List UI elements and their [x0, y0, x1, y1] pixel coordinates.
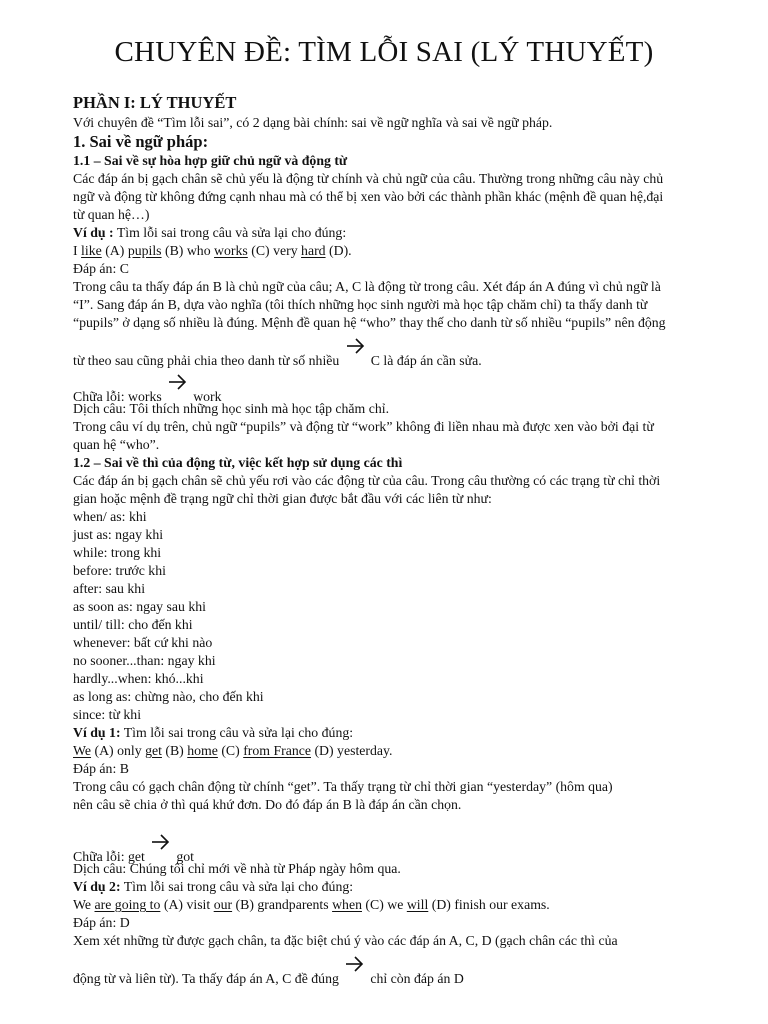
sentence-word: (D). — [325, 243, 352, 258]
underlined-option: pupils — [127, 243, 162, 258]
example-prompt — [73, 725, 353, 741]
conjunction-item: hardly...when: khó...khi — [73, 671, 204, 686]
correction-label: Chữa lỗi: works — [73, 389, 162, 404]
paragraph-line: nên câu sẽ chia ở thì quá khứ đơn. Do đó đáp án B là đáp án cần chọn. — [73, 797, 462, 812]
underlined-option: will — [406, 897, 429, 912]
document-title: CHUYÊN ĐỀ: TÌM LỖI SAI (LÝ THUYẾT) — [114, 36, 654, 68]
sentence-word: (B) who — [161, 243, 215, 258]
example-label: Ví dụ 1: — [73, 725, 121, 740]
section11-heading: 1.1 – Sai về sự hòa hợp giữ chủ ngữ và động từ — [73, 153, 348, 168]
example-prompt-text: Tìm lỗi sai trong câu và sửa lại cho đúng: — [120, 879, 354, 894]
conjunction-item: just as: ngay khi — [73, 527, 164, 542]
paragraph-text: động từ và liên từ). Ta thấy đáp án A, C đề đúng — [73, 971, 339, 986]
example-sentence-1 — [73, 243, 352, 259]
conjunction-item: no sooner...than: ngay khi — [73, 653, 216, 668]
paragraph-text: C là đáp án cần sửa. — [370, 353, 482, 368]
conjunction-item: since: từ khi — [73, 707, 142, 722]
conjunction-item: when/ as: khi — [73, 509, 147, 524]
translation-1: Dịch câu: Tôi thích những học sinh mà học tập chăm chỉ. — [73, 401, 390, 416]
answer-3: Đáp án: D — [73, 915, 130, 930]
correction-word: got — [176, 849, 194, 864]
paragraph-line: quan hệ “who”. — [73, 437, 160, 452]
sentence-word: (A) visit — [160, 897, 214, 912]
answer-2: Đáp án: B — [73, 761, 129, 776]
sentence-word: (D) finish our exams. — [428, 897, 550, 912]
paragraph-line: Trong câu ta thấy đáp án B là chủ ngữ của câu; A, C là động từ trong câu. Xét đáp án A đúng vì chủ ngữ là — [73, 279, 661, 294]
sentence-word: (A) only — [91, 743, 146, 758]
paragraph-line: từ quan hệ…) — [73, 207, 150, 222]
paragraph-line: Xem xét những từ được gạch chân, ta đặc biệt chú ý vào các đáp án A, C, D (gạch chân các thì của — [73, 933, 618, 948]
paragraph-line: gian hoặc mệnh đề trạng ngữ chỉ thời gian được bắt đầu với các liên từ như: — [73, 491, 492, 506]
conjunction-item: after: sau khi — [73, 581, 146, 596]
right-arrow-icon — [150, 831, 172, 853]
right-arrow-icon — [167, 371, 189, 393]
section12-heading: 1.2 – Sai về thì của động từ, việc kết hợp sử dụng các thì — [73, 455, 403, 470]
underlined-option: home — [187, 743, 218, 758]
sentence-word: I — [73, 243, 82, 258]
underlined-option: hard — [301, 243, 326, 258]
conjunction-item: as long as: chừng nào, cho đến khi — [73, 689, 264, 704]
underlined-option: like — [81, 243, 102, 258]
right-arrow-icon — [345, 335, 367, 357]
sentence-word: (B) grandparents — [232, 897, 333, 912]
sentence-word: (D) yesterday. — [311, 743, 393, 758]
conjunction-item: before: trước khi — [73, 563, 166, 578]
sentence-word: We — [73, 897, 95, 912]
intro-text: Với chuyên đề “Tìm lỗi sai”, có 2 dạng bài chính: sai về ngữ nghĩa và sai về ngữ pháp. — [73, 115, 553, 130]
paragraph-line: “I”. Sang đáp án B, dựa vào nghĩa (tôi thích những học sinh người mà học tập chăm chỉ) ta thấy danh từ — [73, 297, 648, 312]
example-prompt — [73, 225, 346, 241]
paragraph-line-with-arrow — [73, 963, 464, 987]
translation-2: Dịch câu: Chúng tôi chỉ mới về nhà từ Pháp ngày hôm qua. — [73, 861, 401, 876]
underlined-option: are going to — [94, 897, 161, 912]
underlined-option: get — [145, 743, 162, 758]
sentence-word: (B) — [161, 743, 188, 758]
paragraph-line: Các đáp án bị gạch chân sẽ chủ yếu là động từ chính và chủ ngữ của câu. Thường trong những câu này chủ — [73, 171, 664, 186]
underlined-option: We — [73, 743, 92, 758]
correction-word: work — [193, 389, 222, 404]
underlined-option: when — [332, 897, 362, 912]
example-prompt-text: Tìm lỗi sai trong câu và sửa lại cho đúng: — [113, 225, 347, 240]
sentence-word: (C) we — [361, 897, 407, 912]
paragraph-line-with-arrow — [73, 345, 482, 369]
paragraph-line: Các đáp án bị gạch chân sẽ chủ yếu rơi vào các động từ của câu. Trong câu thường có các trạng từ chỉ thời — [73, 473, 661, 488]
underlined-option: from France — [243, 743, 311, 758]
example-label: Ví dụ : — [73, 225, 114, 240]
paragraph-text: từ theo sau cũng phải chia theo danh từ số nhiều — [73, 353, 340, 368]
example-sentence-2 — [73, 743, 392, 759]
paragraph-line: “pupils” ở dạng số nhiều là đúng. Mệnh đề quan hệ “who” thay thế cho danh từ số nhiều “pupils” nên động — [73, 315, 666, 330]
paragraph-line: Trong câu có gạch chân động từ chính “get”. Ta thấy trạng từ chỉ thời gian “yesterday” (hôm qua) — [73, 779, 613, 794]
correction-label: Chữa lỗi: get — [73, 849, 145, 864]
example-prompt-text: Tìm lỗi sai trong câu và sửa lại cho đúng: — [120, 725, 354, 740]
part1-heading: PHẦN I: LÝ THUYẾT — [73, 93, 237, 112]
example-sentence-3 — [73, 897, 550, 913]
underlined-option: our — [213, 897, 233, 912]
conjunction-item: as soon as: ngay sau khi — [73, 599, 206, 614]
section1-heading: 1. Sai về ngữ pháp: — [73, 132, 209, 151]
conjunction-item: whenever: bất cứ khi nào — [73, 635, 213, 650]
sentence-word: (C) — [217, 743, 244, 758]
example-prompt — [73, 879, 353, 895]
paragraph-text: chỉ còn đáp án D — [370, 971, 464, 986]
answer-1: Đáp án: C — [73, 261, 129, 276]
underlined-option: works — [214, 243, 248, 258]
paragraph-line: ngữ và động từ không đứng cạnh nhau mà có thể bị xen vào bởi các thành phần khác (mệnh đề quan hệ,đại — [73, 189, 664, 204]
right-arrow-icon — [344, 953, 366, 975]
conjunction-item: until/ till: cho đến khi — [73, 617, 193, 632]
conjunction-item: while: trong khi — [73, 545, 162, 560]
paragraph-line: Trong câu ví dụ trên, chủ ngữ “pupils” và động từ “work” không đi liền nhau mà được xen vào bởi đại từ — [73, 419, 654, 434]
example-label: Ví dụ 2: — [73, 879, 121, 894]
sentence-word: (C) very — [247, 243, 302, 258]
sentence-word: (A) — [101, 243, 128, 258]
